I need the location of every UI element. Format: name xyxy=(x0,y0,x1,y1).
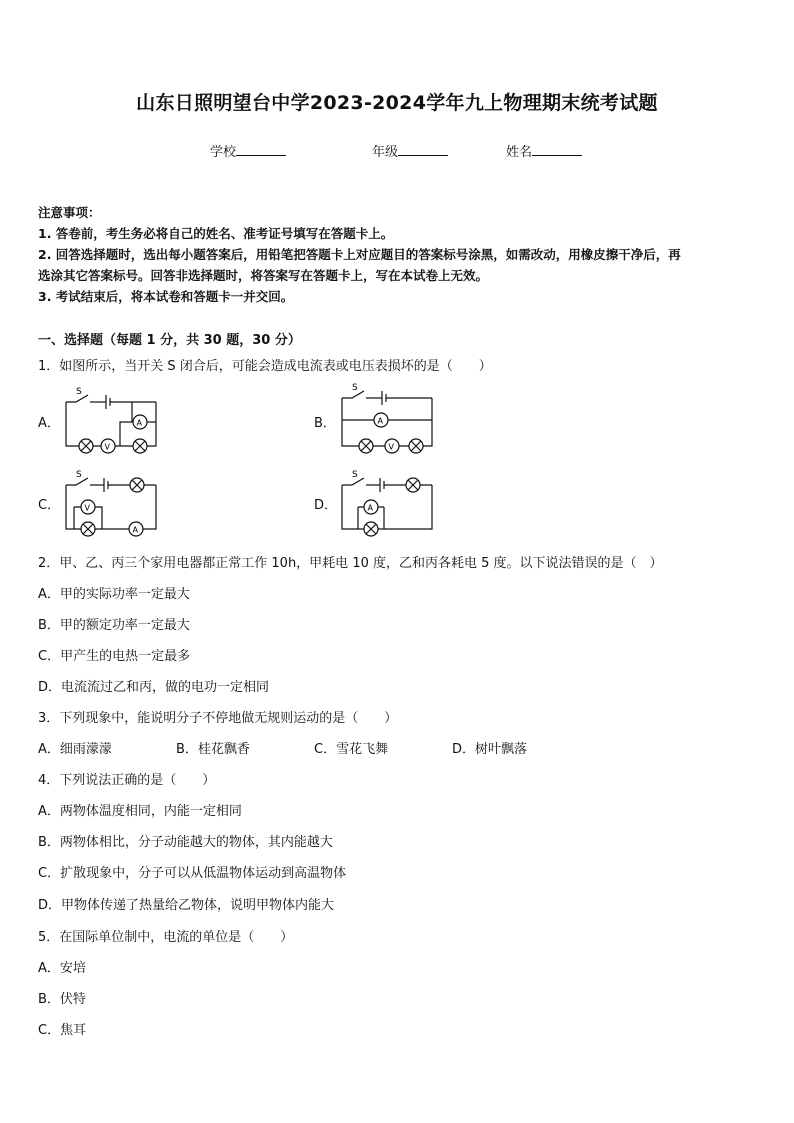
question-2-stem: 2．甲、乙、丙三个家用电器都正常工作 10h，甲耗电 10 度，乙和丙各耗电 5 度。以下说法错误的是（ ） xyxy=(38,556,663,571)
ammeter-symbol: A xyxy=(136,418,142,428)
q4-option-a: A．两物体温度相同，内能一定相同 xyxy=(38,804,242,819)
voltmeter-symbol: V xyxy=(104,442,110,452)
q1-option-b-label: B． xyxy=(314,416,336,431)
voltmeter-symbol: V xyxy=(84,503,90,513)
q3-option-c: C．雪花飞舞 xyxy=(314,742,389,757)
page-title: 山东日照明望台中学2023-2024学年九上物理期末统考试题 xyxy=(136,92,658,114)
school-label: 学校 xyxy=(210,145,237,160)
ammeter-symbol: A xyxy=(377,416,383,426)
q2-option-d: D．电流流过乙和丙，做的电功一定相同 xyxy=(38,680,270,695)
note-item: 2. 回答选择题时，选出每小题答案后，用铅笔把答题卡上对应题目的答案标号涂黑，如需改动，用橡皮擦干净后，再 xyxy=(38,247,681,262)
ammeter-symbol: A xyxy=(367,503,373,513)
question-3-stem: 3．下列现象中，能说明分子不停地做无规则运动的是（ ） xyxy=(38,711,398,726)
notes-heading: 注意事项： xyxy=(38,205,101,220)
switch-label: S xyxy=(352,470,358,480)
q4-option-d: D．甲物体传递了热量给乙物体，说明甲物体内能大 xyxy=(38,898,335,913)
q5-option-b: B．伏特 xyxy=(38,992,86,1007)
q1-option-d-label: D． xyxy=(314,498,338,513)
school-field xyxy=(210,141,286,160)
question-1-stem: 1．如图所示，当开关 S 闭合后，可能会造成电流表或电压表损坏的是（ ） xyxy=(38,359,492,374)
note-item: 选涂其它答案标号。回答非选择题时，将答案写在答题卡上，写在本试卷上无效。 xyxy=(38,268,489,283)
grade-blank xyxy=(398,143,448,156)
q2-option-c: C．甲产生的电热一定最多 xyxy=(38,649,191,664)
q2-option-a: A．甲的实际功率一定最大 xyxy=(38,587,190,602)
q4-option-c: C．扩散现象中，分子可以从低温物体运动到高温物体 xyxy=(38,866,347,881)
circuit-diagram-c xyxy=(60,465,164,537)
school-blank xyxy=(236,143,286,156)
voltmeter-symbol: V xyxy=(388,442,394,452)
switch-label: S xyxy=(76,470,82,480)
name-label: 姓名 xyxy=(506,145,533,160)
name-blank xyxy=(532,143,582,156)
q5-option-a: A．安培 xyxy=(38,961,86,976)
circuit-diagram-d xyxy=(336,465,440,537)
note-item: 1. 答卷前，考生务必将自己的姓名、准考证号填写在答题卡上。 xyxy=(38,226,394,241)
question-5-stem: 5．在国际单位制中，电流的单位是（ ） xyxy=(38,930,294,945)
q2-option-b: B．甲的额定功率一定最大 xyxy=(38,618,190,633)
q3-option-b: B．桂花飘香 xyxy=(176,742,250,757)
question-4-stem: 4．下列说法正确的是（ ） xyxy=(38,773,216,788)
q3-option-a: A．细雨濛濛 xyxy=(38,742,112,757)
section-heading: 一、选择题（每题 1 分，共 30 题，30 分） xyxy=(38,333,301,348)
grade-field xyxy=(372,141,448,160)
q1-option-c-label: C． xyxy=(38,498,61,513)
switch-label: S xyxy=(352,383,358,393)
q4-option-b: B．两物体相比，分子动能越大的物体，其内能越大 xyxy=(38,835,333,850)
name-field xyxy=(506,141,582,160)
q1-option-a-label: A． xyxy=(38,416,60,431)
circuit-diagram-b xyxy=(336,382,440,460)
q5-option-c: C．焦耳 xyxy=(38,1023,87,1038)
grade-label: 年级 xyxy=(372,145,399,160)
ammeter-symbol: A xyxy=(132,525,138,535)
q3-option-d: D．树叶飘落 xyxy=(452,742,528,757)
note-item: 3. 考试结束后，将本试卷和答题卡一并交回。 xyxy=(38,289,294,304)
switch-label: S xyxy=(76,387,82,397)
circuit-diagram-a xyxy=(60,382,164,460)
